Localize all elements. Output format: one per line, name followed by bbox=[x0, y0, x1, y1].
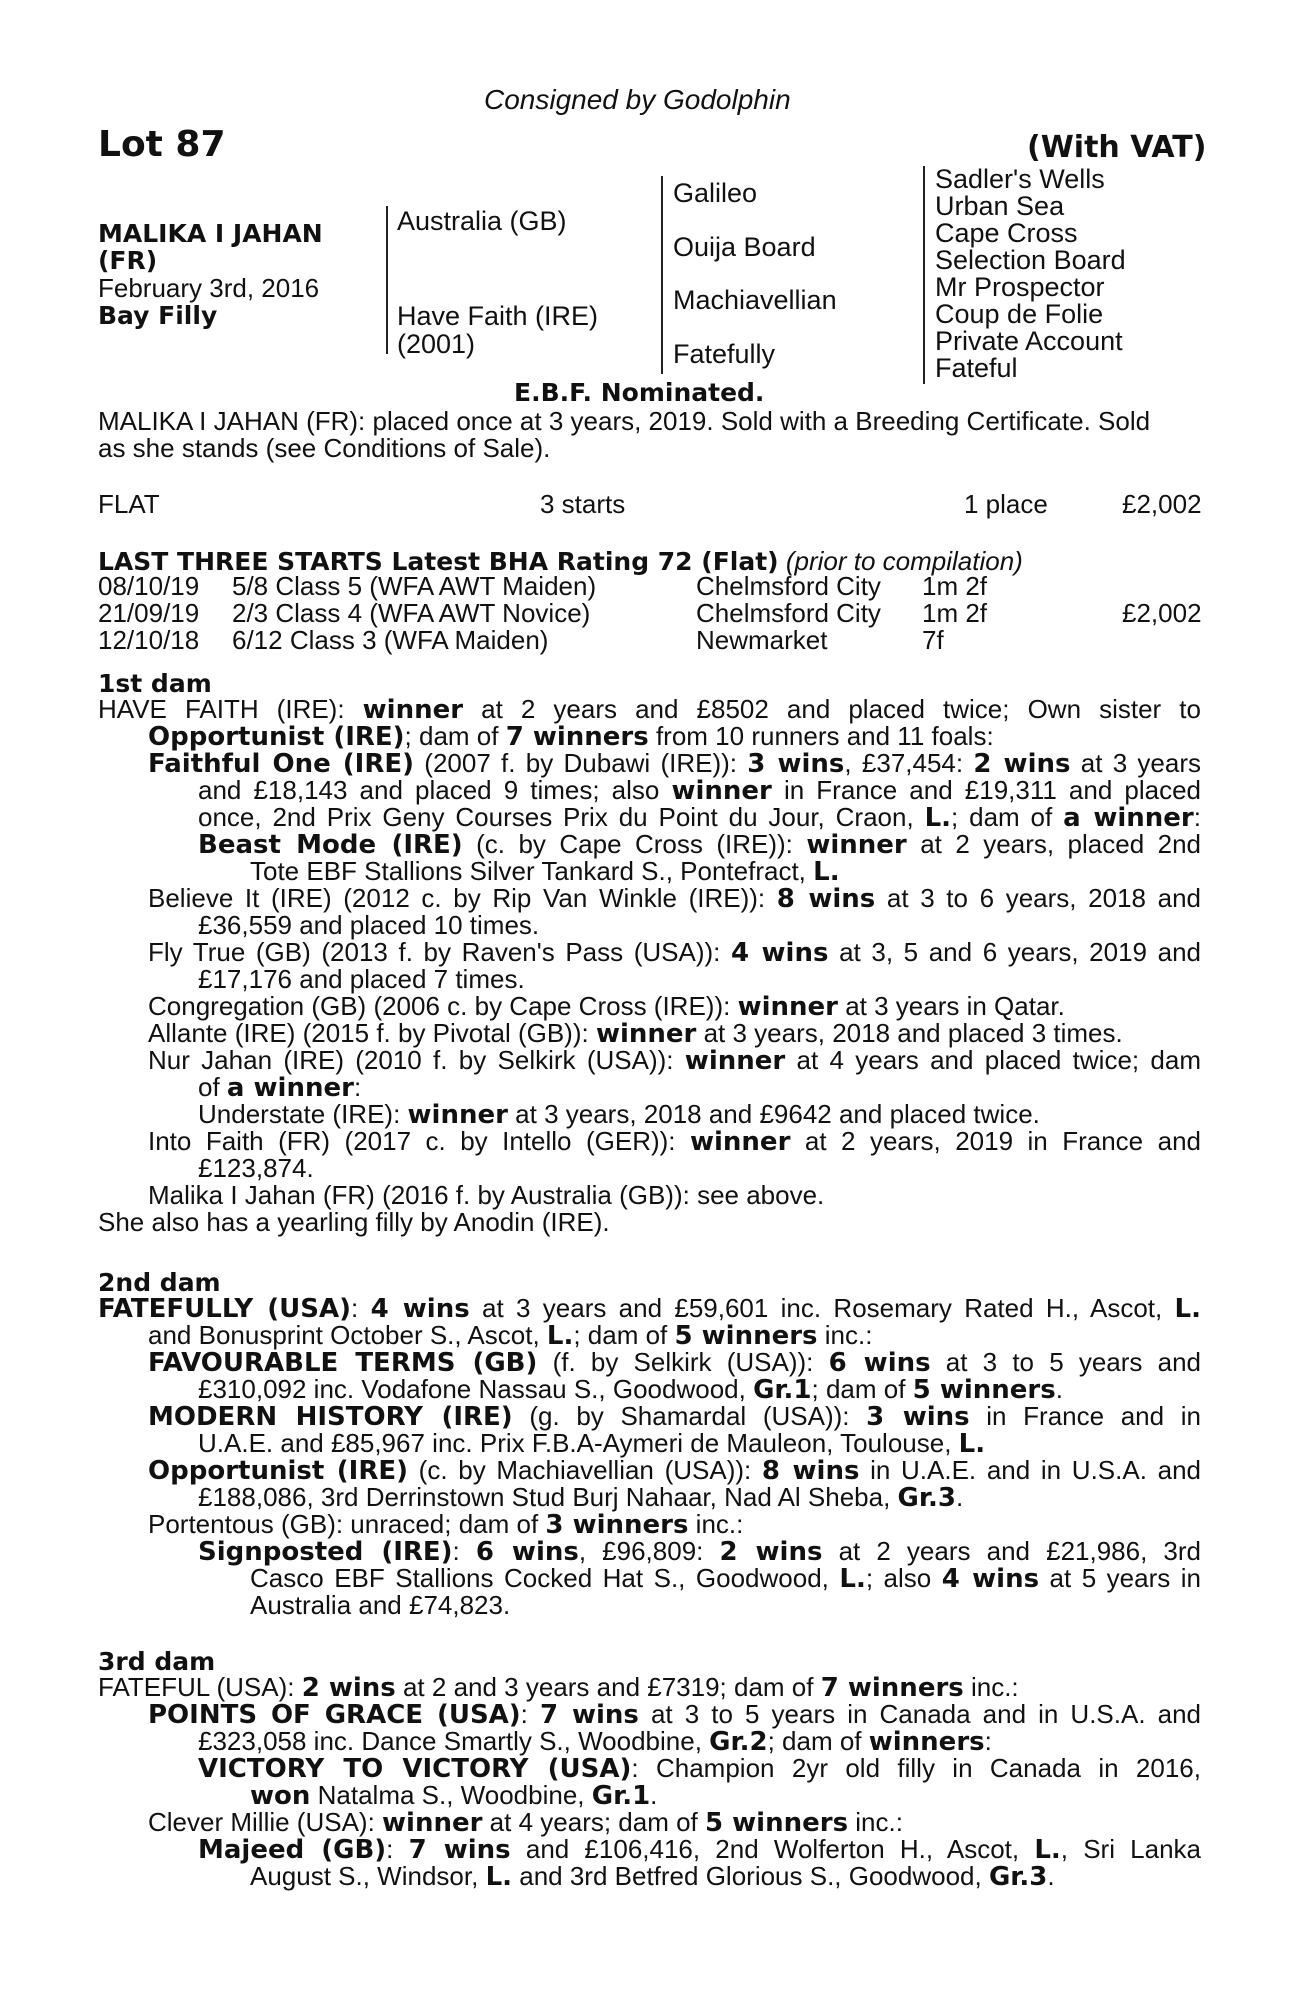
pedigree-second-dam: Fatefully bbox=[673, 339, 776, 369]
pedigree-gen3-3: Cape Cross bbox=[935, 218, 1078, 248]
pedigree-line: Opportunist (IRE) (c. by Machiavellian (USA)): 8 wins in U.A.E. and in U.S.A. and bbox=[148, 1455, 1201, 1486]
horse-name: MALIKA I JAHAN bbox=[98, 219, 323, 248]
pedigree-line: Understate (IRE): winner at 3 years, 2018 and £9642 and placed twice. bbox=[198, 1099, 1040, 1130]
pedigree-line: Beast Mode (IRE) (c. by Cape Cross (IRE)): winner at 2 years, placed 2nd bbox=[198, 829, 1201, 860]
vat-label: (With VAT) bbox=[1027, 130, 1207, 165]
start-result: 6/12 Class 3 (WFA Maiden) bbox=[232, 625, 549, 655]
pedigree-line: and £18,143 and placed 9 times; also winner in France and £19,311 and placed bbox=[198, 775, 1201, 806]
start-course: Chelmsford City bbox=[696, 598, 881, 628]
start-date: 08/10/19 bbox=[98, 571, 200, 601]
pedigree-line: FATEFULLY (USA): 4 wins at 3 years and £59,601 inc. Rosemary Rated H., Ascot, L. bbox=[98, 1293, 1201, 1324]
pedigree-line: Clever Millie (USA): winner at 4 years; dam of 5 winners inc.: bbox=[148, 1807, 903, 1838]
summary-starts: 3 starts bbox=[540, 489, 626, 519]
pedigree-line: Fly True (GB) (2013 f. by Raven's Pass (USA)): 4 wins at 3, 5 and 6 years, 2019 and bbox=[148, 937, 1202, 968]
pedigree-grandsire: Galileo bbox=[673, 178, 758, 208]
pedigree-sire: Australia (GB) bbox=[397, 206, 567, 236]
pedigree-line: £17,176 and placed 7 times. bbox=[198, 964, 525, 994]
pedigree-gen3-5: Mr Prospector bbox=[935, 272, 1105, 302]
pedigree-line: won Natalma S., Woodbine, Gr.1. bbox=[250, 1780, 658, 1811]
start-distance: 1m 2f bbox=[922, 598, 988, 628]
pedigree-gen3-8: Fateful bbox=[935, 353, 1018, 383]
start-distance: 1m 2f bbox=[922, 571, 988, 601]
pedigree-line: £310,092 inc. Vodafone Nassau S., Goodwood, Gr.1; dam of 5 winners. bbox=[198, 1374, 1063, 1405]
start-distance: 7f bbox=[922, 625, 944, 655]
pedigree-line: MODERN HISTORY (IRE) (g. by Shamardal (USA)): 3 wins in France and in bbox=[148, 1401, 1201, 1432]
pedigree-line: Congregation (GB) (2006 c. by Cape Cross (IRE)): winner at 3 years in Qatar. bbox=[148, 991, 1065, 1022]
pedigree-gen3-6: Coup de Folie bbox=[935, 299, 1104, 329]
pedigree-line: Into Faith (FR) (2017 c. by Intello (GER)): winner at 2 years, 2019 in France and bbox=[148, 1126, 1201, 1157]
last-three-heading: LAST THREE STARTS Latest BHA Rating 72 (Flat) (prior to compilation) bbox=[98, 546, 1023, 576]
summary-type: FLAT bbox=[98, 489, 160, 519]
pedigree-line: Faithful One (IRE) (2007 f. by Dubawi (IRE)): 3 wins, £37,454: 2 wins at 3 years bbox=[148, 748, 1202, 779]
pedigree-line: August S., Windsor, L. and 3rd Betfred Glorious S., Goodwood, Gr.3. bbox=[250, 1861, 1055, 1892]
start-course: Newmarket bbox=[696, 625, 828, 655]
intro-line-2: as she stands (see Conditions of Sale). bbox=[98, 433, 551, 463]
start-result: 2/3 Class 4 (WFA AWT Novice) bbox=[232, 598, 591, 628]
pedigree-dam-year: (2001) bbox=[397, 329, 476, 359]
pedigree-line: Nur Jahan (IRE) (2010 f. by Selkirk (USA)): winner at 4 years and placed twice; dam bbox=[148, 1045, 1201, 1076]
pedigree-damsire: Machiavellian bbox=[673, 285, 837, 315]
pedigree-line: Tote EBF Stallions Silver Tankard S., Pontefract, L. bbox=[250, 856, 840, 887]
start-prize: £2,002 bbox=[1122, 598, 1202, 628]
consignor: Consigned by Godolphin bbox=[484, 84, 791, 115]
third-dam-heading: 3rd dam bbox=[98, 1647, 216, 1676]
pedigree-line: Allante (IRE) (2015 f. by Pivotal (GB)): winner at 3 years, 2018 and placed 3 times. bbox=[148, 1018, 1123, 1049]
pedigree-line: Majeed (GB): 7 wins and £106,416, 2nd Wolferton H., Ascot, L., Sri Lanka bbox=[198, 1834, 1202, 1865]
pedigree-line: HAVE FAITH (IRE): winner at 2 years and £8502 and placed twice; Own sister to bbox=[98, 694, 1201, 725]
horse-sex: Bay Filly bbox=[98, 301, 218, 330]
start-date: 21/09/19 bbox=[98, 598, 200, 628]
pedigree-dam: Have Faith (IRE) bbox=[397, 301, 599, 331]
pedigree-line: Signposted (IRE): 6 wins, £96,809: 2 wins at 2 years and £21,986, 3rd bbox=[198, 1536, 1202, 1567]
pedigree-line: FAVOURABLE TERMS (GB) (f. by Selkirk (USA)): 6 wins at 3 to 5 years and bbox=[148, 1347, 1201, 1378]
ebf-nominated: E.B.F. Nominated. bbox=[514, 378, 765, 407]
pedigree-line: VICTORY TO VICTORY (USA): Champion 2yr old filly in Canada in 2016, bbox=[198, 1753, 1201, 1784]
summary-earnings: £2,002 bbox=[1122, 489, 1202, 519]
pedigree-line: £323,058 inc. Dance Smartly S., Woodbine, Gr.2; dam of winners: bbox=[198, 1726, 992, 1757]
pedigree-granddam: Ouija Board bbox=[673, 232, 816, 262]
start-date: 12/10/18 bbox=[98, 625, 200, 655]
horse-dob: February 3rd, 2016 bbox=[98, 273, 320, 303]
pedigree-line: Believe It (IRE) (2012 c. by Rip Van Winkle (IRE)): 8 wins at 3 to 6 years, 2018 and bbox=[148, 883, 1202, 914]
lot-number: Lot 87 bbox=[98, 124, 226, 165]
pedigree-line: once, 2nd Prix Geny Courses Prix du Point du Jour, Craon, L.; dam of a winner: bbox=[198, 802, 1201, 833]
pedigree-line: of a winner: bbox=[198, 1072, 362, 1103]
pedigree-line: and Bonusprint October S., Ascot, L.; dam of 5 winners inc.: bbox=[148, 1320, 873, 1351]
second-dam-heading: 2nd dam bbox=[98, 1268, 221, 1297]
pedigree-line: Malika I Jahan (FR) (2016 f. by Australia (GB)): see above. bbox=[148, 1180, 825, 1210]
pedigree-gen3-2: Urban Sea bbox=[935, 191, 1065, 221]
summary-places: 1 place bbox=[964, 489, 1048, 519]
pedigree-line: Australia and £74,823. bbox=[250, 1590, 511, 1620]
pedigree-line: Opportunist (IRE); dam of 7 winners from 10 runners and 11 foals: bbox=[148, 721, 994, 752]
start-result: 5/8 Class 5 (WFA AWT Maiden) bbox=[232, 571, 597, 601]
pedigree-line: £36,559 and placed 10 times. bbox=[198, 910, 540, 940]
pedigree-line: FATEFUL (USA): 2 wins at 2 and 3 years and £7319; dam of 7 winners inc.: bbox=[98, 1672, 1019, 1703]
pedigree-line: Casco EBF Stallions Cocked Hat S., Goodwood, L.; also 4 wins at 5 years in bbox=[250, 1563, 1201, 1594]
pedigree-gen3-4: Selection Board bbox=[935, 245, 1126, 275]
pedigree-line: She also has a yearling filly by Anodin (IRE). bbox=[98, 1207, 610, 1237]
start-course: Chelmsford City bbox=[696, 571, 881, 601]
pedigree-line: Portentous (GB): unraced; dam of 3 winners inc.: bbox=[148, 1509, 744, 1540]
pedigree-gen3-7: Private Account bbox=[935, 326, 1123, 356]
pedigree-line: U.A.E. and £85,967 inc. Prix F.B.A-Aymeri de Mauleon, Toulouse, L. bbox=[198, 1428, 986, 1459]
first-dam-heading: 1st dam bbox=[98, 669, 212, 698]
pedigree-line: £188,086, 3rd Derrinstown Stud Burj Nahaar, Nad Al Sheba, Gr.3. bbox=[198, 1482, 964, 1513]
intro-line-1: MALIKA I JAHAN (FR): placed once at 3 years, 2019. Sold with a Breeding Certificate. Sold bbox=[98, 406, 1151, 436]
pedigree-line: £123,874. bbox=[198, 1153, 314, 1183]
horse-country: (FR) bbox=[98, 246, 158, 275]
pedigree-gen3-1: Sadler's Wells bbox=[935, 164, 1105, 194]
pedigree-line: POINTS OF GRACE (USA): 7 wins at 3 to 5 years in Canada and in U.S.A. and bbox=[148, 1699, 1202, 1730]
